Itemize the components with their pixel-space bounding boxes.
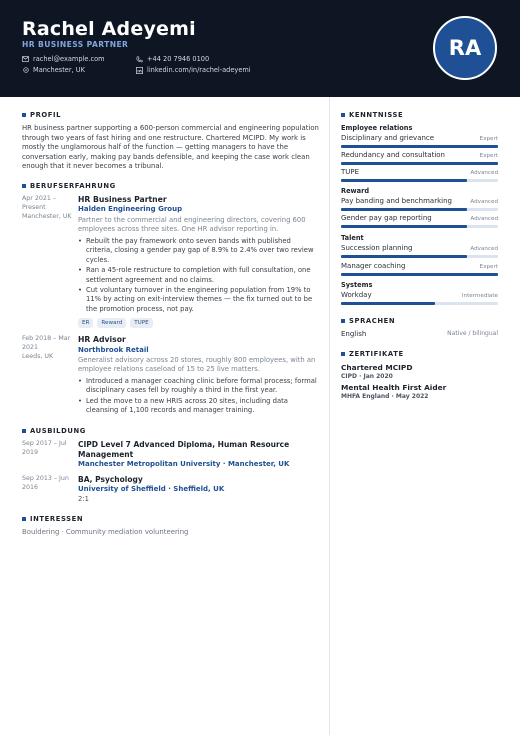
education-dates: Sep 2013 – Jun 2016 <box>22 475 69 491</box>
phone-text: +44 20 7946 0100 <box>147 55 210 63</box>
skill-level: Intermediate <box>461 293 498 299</box>
skill-group-label: Employee relations <box>341 124 413 132</box>
skill-item <box>341 214 498 228</box>
education-dates: Sep 2017 – Jul 2019 <box>22 440 67 456</box>
skill-name: Succession planning <box>341 244 413 252</box>
contact-linkedin[interactable] <box>136 66 251 74</box>
skill-bar <box>341 273 498 276</box>
list-item: • Cut voluntary turnover in the engineering population from 19% to 11% by acting on exit-interview themes — the fix turned out to be the promotion process, not pay. <box>78 286 318 314</box>
section-marker <box>341 113 345 117</box>
skill-item <box>341 262 498 276</box>
language-name: English <box>341 330 367 338</box>
language-level: Native / bilingual <box>447 330 498 337</box>
profile-text: HR business partner supporting a 600-person commercial and engineering population through two years of fast hiring and one restructure. Chartered MCIPD. My work is mostly the unglamorous half of the function — getting managers to have the conversation early, making pay bands defensible, and keeping the case work clean enough that it never becomes a tribunal. <box>22 124 319 171</box>
education-title: BA, Psychology <box>78 475 143 484</box>
candidate-title: HR BUSINESS PARTNER <box>22 40 129 49</box>
skill-bar-fill <box>341 179 467 182</box>
skill-bar <box>341 255 498 258</box>
education-heading: AUSBILDUNG <box>22 427 86 435</box>
job-description: Generalist advisory across 20 stores, roughly 800 employees, with an employee relations caseload of 15 to 25 live matters. <box>78 356 316 374</box>
candidate-name: Rachel Adeyemi <box>22 18 196 40</box>
job-dates: Apr 2021 – Present <box>22 195 57 211</box>
job-description: Partner to the commercial and engineering directors, covering 600 employees across three sites. One HR advisor reporting in. <box>78 216 306 234</box>
skill-level: Advanced <box>470 170 498 176</box>
skill-bar-fill <box>341 208 467 211</box>
location-text: Manchester, UK <box>33 66 85 74</box>
job-location: Manchester, UK <box>22 213 72 220</box>
job-tags <box>78 318 153 328</box>
skill-bar <box>341 179 498 182</box>
section-marker <box>22 429 26 433</box>
skill-item <box>341 291 498 305</box>
skill-level: Expert <box>479 136 498 142</box>
avatar: RA <box>433 16 497 80</box>
location-pin-icon <box>22 67 29 74</box>
certificate-name: Mental Health First Aider <box>341 383 447 392</box>
skill-name: Manager coaching <box>341 262 406 270</box>
skill-level: Advanced <box>470 216 498 222</box>
skill-bar-fill <box>341 255 467 258</box>
skill-bar-fill <box>341 302 435 305</box>
skill-bar-fill <box>341 162 498 165</box>
skill-bar <box>341 225 498 228</box>
skill-group-label: Reward <box>341 187 370 195</box>
skill-bar-fill <box>341 273 498 276</box>
list-item: • Ran a 45-role restructure to completion with full consultation, one settlement agreement and no claims. <box>78 266 318 285</box>
skill-item <box>341 197 498 211</box>
interests-heading: INTERESSEN <box>22 515 83 523</box>
experience-heading: BERUFSERFAHRUNG <box>22 182 116 190</box>
list-item: • Rebuilt the pay framework onto seven bands with published criteria, closing a gender pay gap of 8.9% to 2.4% over two review cycles. <box>78 237 318 265</box>
skill-bar <box>341 302 498 305</box>
skill-item <box>341 244 498 258</box>
job-company: Halden Engineering Group <box>78 205 183 213</box>
education-title: CIPD Level 7 Advanced Diploma, Human Resource Management <box>78 440 290 459</box>
tag: TUPE <box>130 318 152 328</box>
list-item: • Led the move to a new HRIS across 20 sites, including data cleansing of 1,100 records and manager training. <box>78 397 318 416</box>
email-text: rachel@example.com <box>33 55 105 63</box>
skill-bar-fill <box>341 225 467 228</box>
skill-name: Gender pay gap reporting <box>341 214 432 222</box>
skill-item <box>341 168 498 182</box>
skill-group-label: Talent <box>341 234 364 242</box>
job-title: HR Advisor <box>78 335 126 344</box>
job-bullets <box>78 377 318 417</box>
job-company: Northbrook Retail <box>78 346 149 354</box>
certificate-name: Chartered MCIPD <box>341 363 413 372</box>
column-divider <box>329 97 330 735</box>
section-marker <box>22 517 26 521</box>
interests-text: Bouldering · Community mediation volunteering <box>22 528 189 536</box>
contact-phone[interactable] <box>136 55 209 63</box>
certificate-meta: MHFA England · May 2022 <box>341 393 429 400</box>
section-marker <box>22 184 26 188</box>
job-dates: Feb 2018 – Mar 2021 <box>22 335 71 351</box>
tag: ER <box>78 318 93 328</box>
skill-item <box>341 151 498 165</box>
skill-bar <box>341 145 498 148</box>
contact-location <box>22 66 85 74</box>
job-location: Leeds, UK <box>22 353 54 360</box>
envelope-icon <box>22 56 29 63</box>
skill-level: Advanced <box>470 246 498 252</box>
skills-heading: KENNTNISSE <box>341 111 403 119</box>
skill-bar-fill <box>341 145 498 148</box>
section-marker <box>341 319 345 323</box>
skill-name: Redundancy and consultation <box>341 151 445 159</box>
contact-email[interactable] <box>22 55 105 63</box>
job-title: HR Business Partner <box>78 195 167 204</box>
education-grade: 2:1 <box>78 495 89 503</box>
certificate-meta: CIPD · Jan 2020 <box>341 373 393 380</box>
education-school: Manchester Metropolitan University · Manchester, UK <box>78 460 290 468</box>
skill-group-label: Systems <box>341 281 373 289</box>
language-item <box>341 330 498 338</box>
languages-heading: SPRACHEN <box>341 317 395 325</box>
tag: Reward <box>97 318 126 328</box>
skill-name: TUPE <box>341 168 360 176</box>
skill-bar <box>341 208 498 211</box>
skill-name: Pay banding and benchmarking <box>341 197 452 205</box>
list-item: • Introduced a manager coaching clinic before formal process; formal disciplinary cases fell by roughly a third in the first year. <box>78 377 318 396</box>
skill-name: Disciplinary and grievance <box>341 134 435 142</box>
skill-bar <box>341 162 498 165</box>
phone-icon <box>136 56 143 63</box>
linkedin-text: linkedin.com/in/rachel-adeyemi <box>147 66 251 74</box>
skill-level: Expert <box>479 264 498 270</box>
skill-item <box>341 134 498 148</box>
resume-header <box>0 0 520 97</box>
section-marker <box>341 352 345 356</box>
linkedin-icon <box>136 67 143 74</box>
skill-level: Expert <box>479 153 498 159</box>
certificates-heading: ZERTIFIKATE <box>341 350 404 358</box>
section-marker <box>22 113 26 117</box>
profile-heading: PROFIL <box>22 111 61 119</box>
skill-level: Advanced <box>470 199 498 205</box>
skill-name: Workday <box>341 291 372 299</box>
job-bullets <box>78 237 318 315</box>
education-school: University of Sheffield · Sheffield, UK <box>78 485 225 493</box>
